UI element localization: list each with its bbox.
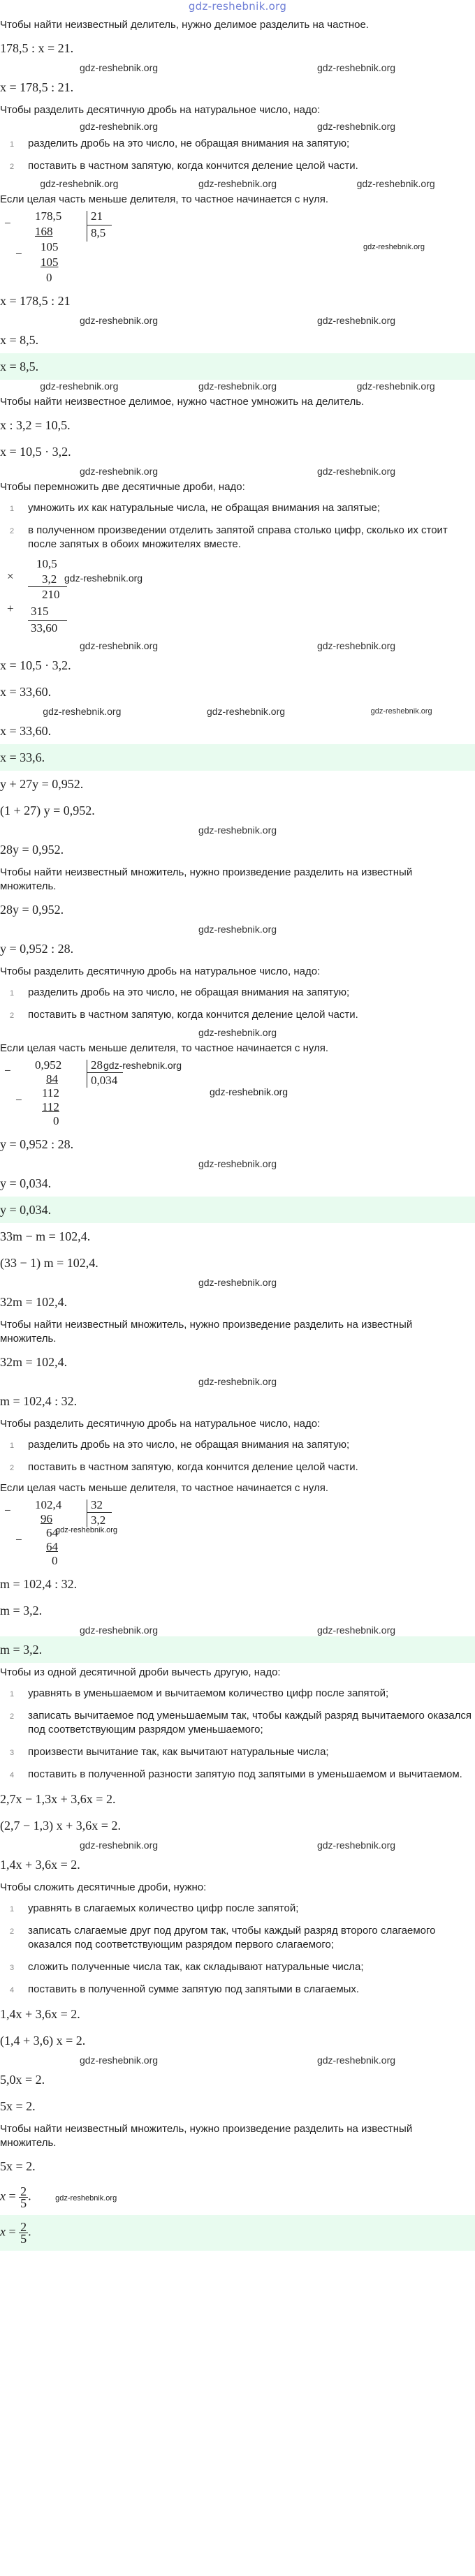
long-division — [0, 209, 475, 288]
rule-decimal-divide: Чтобы разделить десятичную дробь на натуральное число, надо: — [0, 1418, 321, 1430]
division-subtrahend: 168 — [35, 225, 53, 238]
math-line: m = 102,4 : 32. — [0, 1394, 78, 1408]
rule-dividend: Чтобы найти неизвестное делимое, нужно частное умножить на делитель. — [0, 396, 365, 408]
var-x: x — [0, 2224, 6, 2239]
answer-line: y = 0,034. — [0, 1197, 475, 1223]
division-divisor: 21 — [91, 209, 103, 223]
math-line: x = 10,5 · 3,2. — [0, 658, 71, 672]
watermark: gdz-reshebnik.org — [356, 178, 435, 189]
watermark: gdz-reshebnik.org — [79, 466, 159, 477]
watermark: gdz-reshebnik.org — [316, 62, 396, 73]
long-division — [0, 1058, 475, 1131]
division-line — [87, 1072, 123, 1073]
division-divisor: 32 — [91, 1498, 103, 1511]
fraction-numerator: 2 — [20, 2220, 27, 2234]
step-item: 1 умножить их как натуральные числа, не обращая внимания на запятые; — [10, 502, 381, 514]
division-remainder: 112 — [42, 1086, 59, 1100]
product-result: 33,60 — [31, 621, 58, 635]
step-item: 4 поставить в полученной сумме запятую под запятыми в слагаемых. — [10, 1983, 360, 1995]
division-remainder: 0 — [53, 1114, 59, 1127]
partial-product: 210 — [42, 588, 60, 601]
minus-sign: − — [15, 247, 22, 260]
math-line: 1,4x + 3,6x = 2. — [0, 2007, 80, 2021]
watermark: gdz-reshebnik.org — [316, 1840, 396, 1851]
steps-list — [0, 1682, 475, 1786]
math-line: y = 0,952 : 28. — [0, 1137, 74, 1151]
math-line: x : 3,2 = 10,5. — [0, 418, 71, 432]
times-sign: × — [7, 570, 14, 583]
watermark: gdz-reshebnik.org — [79, 121, 159, 132]
fraction — [19, 2186, 28, 2209]
answer-line: x = 8,5. — [0, 353, 475, 380]
step-item: 1 разделить дробь на это число, не обращая внимания на запятую; — [10, 986, 350, 998]
rule-integer-less: Если целая часть меньше делителя, то частное начинается с нуля. — [0, 193, 329, 205]
watermark: gdz-reshebnik.org — [198, 1158, 277, 1169]
rule-decimal-divide: Чтобы разделить десятичную дробь на натуральное число, надо: — [0, 104, 321, 116]
math-line: x = $\frac{2}{5}$ . gdz-reshebnik.org — [0, 2184, 117, 2210]
division-remainder: 64 — [46, 1526, 58, 1539]
rule-integer-less: Если целая часть меньше делителя, то частное начинается с нуля. — [0, 1042, 329, 1054]
math-line: x = 33,60. — [0, 685, 52, 699]
math-line: 5x = 2. — [0, 2099, 36, 2113]
math-line: y = 0,952 : 28. — [0, 942, 74, 956]
answer-line: m = 3,2. — [0, 1636, 475, 1663]
division-dividend: 0,952 — [35, 1058, 62, 1072]
watermark: gdz-reshebnik.org — [316, 2055, 396, 2066]
math-line: (1 + 27) y = 0,952. — [0, 804, 95, 817]
steps-list — [0, 1897, 475, 2001]
multiplication-line — [28, 620, 67, 621]
watermark: gdz-reshebnik.org — [210, 1086, 288, 1097]
rule-divisor: Чтобы найти неизвестный делитель, нужно делимое разделить на частное. — [0, 19, 369, 31]
step-item: 2 поставить в частном запятую, когда кончится деление целой части. — [10, 160, 358, 172]
step-item: 2 поставить в частном запятую, когда кончится деление целой части. — [10, 1461, 358, 1473]
watermark: gdz-reshebnik.org — [370, 707, 432, 716]
math-line: x = 178,5 : 21. — [0, 80, 74, 94]
answer-line: x = 33,6. — [0, 744, 475, 771]
minus-sign: − — [15, 1093, 22, 1106]
division-subtrahend: 112 — [42, 1100, 59, 1113]
watermark: gdz-reshebnik.org — [198, 178, 277, 189]
watermark: gdz-reshebnik.org — [198, 1277, 277, 1288]
watermark: gdz-reshebnik.org — [198, 1376, 277, 1387]
math-line: (1,4 + 3,6) x = 2. — [0, 2034, 86, 2048]
math-line: x = 10,5 · 3,2. — [0, 445, 71, 459]
rule-decimal-add: Чтобы сложить десятичные дроби, нужно: — [0, 1881, 207, 1893]
division-line — [87, 1512, 112, 1513]
minus-sign: − — [4, 1504, 11, 1517]
rule-decimal-subtract: Чтобы из одной десятичной дроби вычесть другую, надо: — [0, 1666, 281, 1678]
steps-list — [0, 1434, 475, 1479]
step-item: 2 записать вычитаемое под уменьшаемым так, чтобы каждый разряд вычитаемого оказался под соответствующим разрядом уменьшаемого; — [10, 1710, 472, 1735]
division-subtrahend: 96 — [41, 1512, 52, 1525]
watermark: gdz-reshebnik.org — [40, 178, 119, 189]
step-item: 1 разделить дробь на это число, не обращая внимания на запятую; — [10, 138, 350, 149]
watermark: gdz-reshebnik.org — [40, 380, 119, 392]
division-subtrahend: 105 — [41, 256, 59, 269]
fraction — [19, 2221, 28, 2244]
fraction-denominator: 5 — [20, 2196, 27, 2210]
math-line: x = 178,5 : 21 — [0, 294, 71, 308]
watermark: gdz-reshebnik.org — [79, 315, 159, 326]
math-line: x = 8,5. — [0, 333, 39, 347]
solution-content — [0, 15, 475, 2251]
step-item: 2 записать слагаемые друг под другом так, чтобы каждый разряд второго слагаемого оказался под соответствующим разрядом первого слагаемого; — [10, 1925, 436, 1950]
multiplication-line — [28, 586, 67, 587]
math-line: x = 33,60. — [0, 724, 52, 738]
watermark: gdz-reshebnik.org — [206, 706, 286, 717]
math-line: (33 − 1) m = 102,4. — [0, 1256, 98, 1270]
division-subtrahend: 64 — [46, 1540, 58, 1553]
watermark: gdz-reshebnik.org — [316, 466, 396, 477]
rule-factor: Чтобы найти неизвестный множитель, нужно произведение разделить на известный множитель. — [0, 866, 413, 892]
rule-integer-less: Если целая часть меньше делителя, то частное начинается с нуля. — [0, 1482, 329, 1494]
math-line: (2,7 − 1,3) x + 3,6x = 2. — [0, 1819, 121, 1833]
math-line: 178,5 : x = 21. — [0, 41, 74, 55]
rule-factor: Чтобы найти неизвестный множитель, нужно произведение разделить на известный множитель. — [0, 2123, 413, 2149]
math-line: 1,4x + 3,6x = 2. — [0, 1858, 80, 1872]
rule-factor: Чтобы найти неизвестный множитель, нужно произведение разделить на известный множитель. — [0, 1319, 413, 1345]
math-line: m = 3,2. — [0, 1604, 43, 1618]
fraction-denominator: 5 — [20, 2232, 27, 2246]
watermark: gdz-reshebnik.org — [79, 1840, 159, 1851]
site-logo[interactable]: gdz-reshebnik.org — [188, 0, 287, 13]
watermark: gdz-reshebnik.org — [198, 824, 277, 836]
math-line: 32m = 102,4. — [0, 1295, 68, 1309]
step-item: 3 сложить полученные числа так, как складывают натуральные числа; — [10, 1961, 364, 1973]
minus-sign: − — [4, 216, 11, 230]
factor-a: 10,5 — [36, 557, 57, 570]
watermark: gdz-reshebnik.org — [198, 1027, 277, 1038]
math-line: 28y = 0,952. — [0, 843, 64, 857]
step-item: 1 уравнять в слагаемых количество цифр после запятой; — [10, 1902, 299, 1914]
step-item: 3 произвести вычитание так, как вычитают натуральные числа; — [10, 1746, 329, 1758]
math-line: 5,0x = 2. — [0, 2073, 45, 2087]
long-division — [0, 1498, 475, 1571]
division-remainder: 0 — [52, 1554, 58, 1567]
watermark: gdz-reshebnik.org — [316, 315, 396, 326]
watermark: gdz-reshebnik.org — [79, 2055, 159, 2066]
watermark: gdz-reshebnik.org — [43, 706, 122, 717]
watermark: gdz-reshebnik.org — [363, 243, 425, 251]
minus-sign: − — [4, 1064, 11, 1077]
steps-list — [0, 133, 475, 177]
division-remainder: 105 — [41, 240, 59, 253]
math-line: m = 102,4 : 32. — [0, 1577, 78, 1591]
watermark: gdz-reshebnik.org — [316, 1624, 396, 1636]
watermark: gdz-reshebnik.org — [79, 1624, 159, 1636]
rule-decimal-multiply: Чтобы перемножить две десятичные дроби, надо: — [0, 481, 245, 493]
plus-sign: + — [7, 602, 14, 615]
step-item: 2 в полученном произведении отделить запятой справа столько цифр, сколько их стоит после запятых в обоих множителях вместе. — [10, 524, 448, 550]
watermark: gdz-reshebnik.org — [79, 62, 159, 73]
factor-b: 3,2 — [42, 572, 57, 586]
fraction-numerator: 2 — [20, 2184, 27, 2198]
rule-decimal-divide: Чтобы разделить десятичную дробь на натуральное число, надо: — [0, 965, 321, 977]
math-line: 32m = 102,4. — [0, 1355, 68, 1369]
watermark: gdz-reshebnik.org — [198, 924, 277, 935]
watermark: gdz-reshebnik.org — [55, 2193, 117, 2203]
step-item: 1 разделить дробь на это число, не обращая внимания на запятую; — [10, 1439, 350, 1451]
math-line: y = 0,034. — [0, 1176, 52, 1190]
math-line: 2,7x − 1,3x + 3,6x = 2. — [0, 1792, 116, 1806]
step-item: 1 уравнять в уменьшаемом и вычитаемом количество цифр после запятой; — [10, 1687, 389, 1699]
watermark: gdz-reshebnik.org — [56, 1526, 118, 1534]
division-divisor: 28 — [91, 1058, 103, 1072]
watermark: gdz-reshebnik.org — [64, 572, 143, 584]
watermark: gdz-reshebnik.org — [316, 121, 396, 132]
var-x: x — [0, 2189, 6, 2203]
watermark: gdz-reshebnik.org — [316, 640, 396, 651]
division-dividend: 178,5 — [35, 209, 62, 223]
math-line: 28y = 0,952. — [0, 903, 64, 917]
watermark: gdz-reshebnik.org — [103, 1060, 182, 1071]
division-remainder: 0 — [46, 271, 52, 284]
steps-list — [0, 497, 475, 556]
steps-list — [0, 982, 475, 1026]
column-multiplication — [0, 556, 475, 639]
minus-sign: − — [15, 1533, 22, 1546]
step-item: 4 поставить в полученной разности запятую под запятыми в уменьшаемом и вычитаемом. — [10, 1768, 462, 1780]
watermark: gdz-reshebnik.org — [79, 640, 159, 651]
partial-product: 315 — [31, 605, 49, 618]
watermark: gdz-reshebnik.org — [356, 380, 435, 392]
division-quotient: 8,5 — [91, 226, 106, 239]
division-subtrahend: 84 — [46, 1072, 58, 1086]
answer-line: x = $\frac{2}{5}$ . — [0, 2215, 475, 2251]
math-line: 33m − m = 102,4. — [0, 1229, 91, 1243]
watermark: gdz-reshebnik.org — [198, 380, 277, 392]
math-line: y + 27y = 0,952. — [0, 777, 84, 791]
step-item: 2 поставить в частном запятую, когда кончится деление целой части. — [10, 1009, 358, 1021]
division-quotient: 3,2 — [91, 1513, 106, 1527]
math-line: 5x = 2. — [0, 2159, 36, 2173]
division-quotient: 0,034 — [91, 1074, 118, 1087]
division-dividend: 102,4 — [35, 1498, 62, 1511]
